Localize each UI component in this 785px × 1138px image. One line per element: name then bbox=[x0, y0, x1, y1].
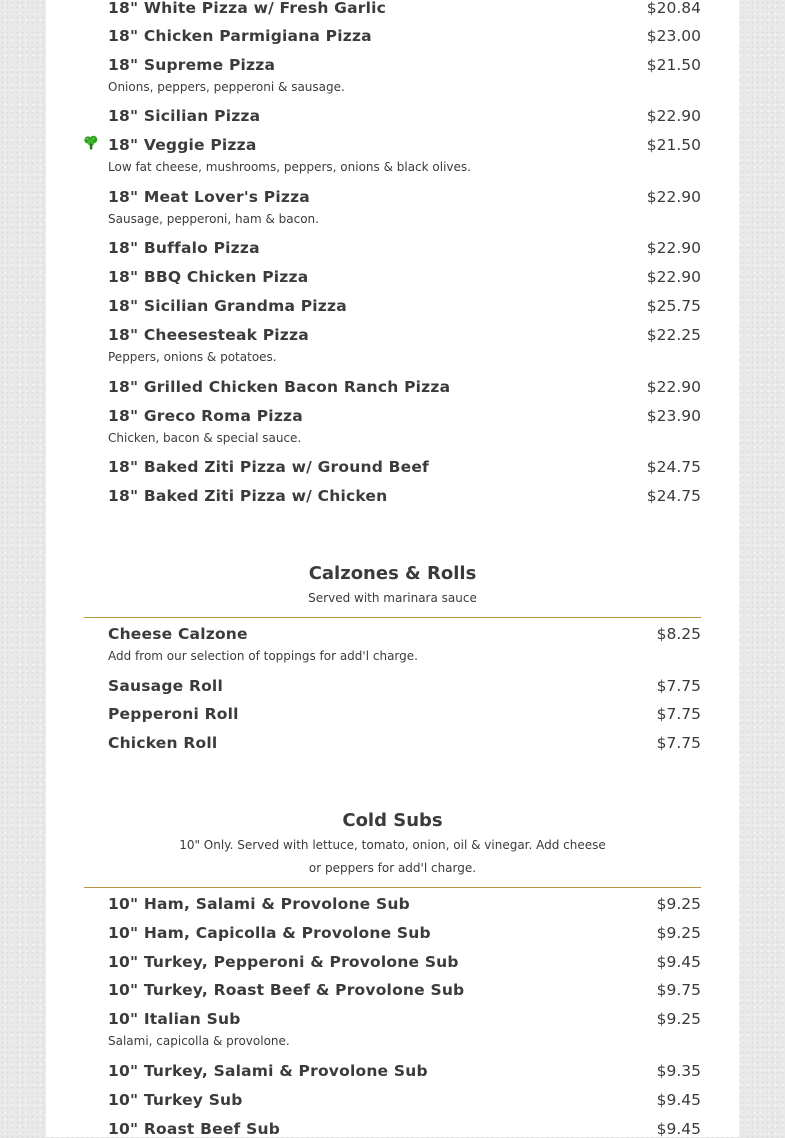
item-price: $9.25 bbox=[656, 924, 701, 942]
item-name: 18" Baked Ziti Pizza w/ Ground Beef bbox=[108, 458, 429, 476]
item-price: $20.84 bbox=[646, 0, 701, 17]
item-price: $21.50 bbox=[646, 56, 701, 74]
item-name: 18" Supreme Pizza bbox=[108, 56, 276, 74]
broccoli-icon bbox=[83, 135, 99, 151]
item-name: 10" Italian Sub bbox=[108, 1010, 241, 1028]
item-name: 10" Ham, Salami & Provolone Sub bbox=[108, 895, 410, 913]
item-price: $24.75 bbox=[646, 487, 701, 505]
item-price: $7.75 bbox=[656, 677, 701, 695]
item-name: 18" Sicilian Pizza bbox=[108, 107, 261, 125]
item-name: 18" Veggie Pizza bbox=[108, 136, 257, 154]
item-name: Sausage Roll bbox=[108, 677, 223, 695]
item-price: $9.45 bbox=[656, 953, 701, 971]
item-name: Pepperoni Roll bbox=[108, 705, 239, 723]
item-name: 18" Meat Lover's Pizza bbox=[108, 188, 310, 206]
item-price: $9.35 bbox=[656, 1062, 701, 1080]
item-name: 18" White Pizza w/ Fresh Garlic bbox=[108, 0, 387, 17]
item-name: 18" Buffalo Pizza bbox=[108, 239, 260, 257]
item-price: $9.75 bbox=[656, 981, 701, 999]
item-price: $22.90 bbox=[646, 188, 701, 206]
item-name: 18" Sicilian Grandma Pizza bbox=[108, 297, 347, 315]
item-price: $22.90 bbox=[646, 239, 701, 257]
item-price: $7.75 bbox=[656, 734, 701, 752]
item-name: 10" Turkey, Roast Beef & Provolone Sub bbox=[108, 981, 465, 999]
item-price: $22.90 bbox=[646, 378, 701, 396]
item-price: $8.25 bbox=[656, 625, 701, 643]
section-subtitle-calzones: Served with marinara sauce bbox=[308, 591, 477, 605]
item-description: Sausage, pepperoni, ham & bacon. bbox=[108, 212, 319, 226]
item-price: $22.90 bbox=[646, 268, 701, 286]
item-name: 10" Roast Beef Sub bbox=[108, 1120, 280, 1138]
item-name: 18" Grilled Chicken Bacon Ranch Pizza bbox=[108, 378, 451, 396]
item-description: Peppers, onions & potatoes. bbox=[108, 350, 277, 364]
item-name: 18" BBQ Chicken Pizza bbox=[108, 268, 309, 286]
item-description: Salami, capicolla & provolone. bbox=[108, 1034, 290, 1048]
item-price: $25.75 bbox=[646, 297, 701, 315]
item-description: Chicken, bacon & special sauce. bbox=[108, 431, 302, 445]
item-description: Onions, peppers, pepperoni & sausage. bbox=[108, 80, 345, 94]
item-price: $22.25 bbox=[646, 326, 701, 344]
item-name: 10" Turkey Sub bbox=[108, 1091, 243, 1109]
item-price: $22.90 bbox=[646, 107, 701, 125]
item-price: $23.90 bbox=[646, 407, 701, 425]
item-price: $23.00 bbox=[646, 27, 701, 45]
item-name: 18" Baked Ziti Pizza w/ Chicken bbox=[108, 487, 388, 505]
section-subtitle-cold-subs: 10" Only. Served with lettuce, tomato, onion, oil & vinegar. Add cheese or peppers for add'l charge. bbox=[179, 838, 606, 875]
item-name: 10" Ham, Capicolla & Provolone Sub bbox=[108, 924, 431, 942]
item-price: $9.25 bbox=[656, 895, 701, 913]
item-price: $24.75 bbox=[646, 458, 701, 476]
item-name: 10" Turkey, Salami & Provolone Sub bbox=[108, 1062, 428, 1080]
section-divider bbox=[84, 617, 701, 618]
item-price: $7.75 bbox=[656, 705, 701, 723]
item-name: Cheese Calzone bbox=[108, 625, 248, 643]
item-price: $21.50 bbox=[646, 136, 701, 154]
item-name: 18" Cheesesteak Pizza bbox=[108, 326, 309, 344]
section-divider bbox=[84, 887, 701, 888]
item-name: 18" Greco Roma Pizza bbox=[108, 407, 303, 425]
item-description: Add from our selection of toppings for add'l charge. bbox=[108, 649, 418, 663]
item-name: 18" Chicken Parmigiana Pizza bbox=[108, 27, 372, 45]
section-title-calzones: Calzones & Rolls bbox=[308, 563, 477, 584]
item-price: $9.25 bbox=[656, 1010, 701, 1028]
item-price: $9.45 bbox=[656, 1120, 701, 1138]
item-name: 10" Turkey, Pepperoni & Provolone Sub bbox=[108, 953, 459, 971]
item-name: Chicken Roll bbox=[108, 734, 218, 752]
item-price: $9.45 bbox=[656, 1091, 701, 1109]
section-title-cold-subs: Cold Subs bbox=[342, 810, 443, 831]
item-description: Low fat cheese, mushrooms, peppers, onions & black olives. bbox=[108, 160, 471, 174]
